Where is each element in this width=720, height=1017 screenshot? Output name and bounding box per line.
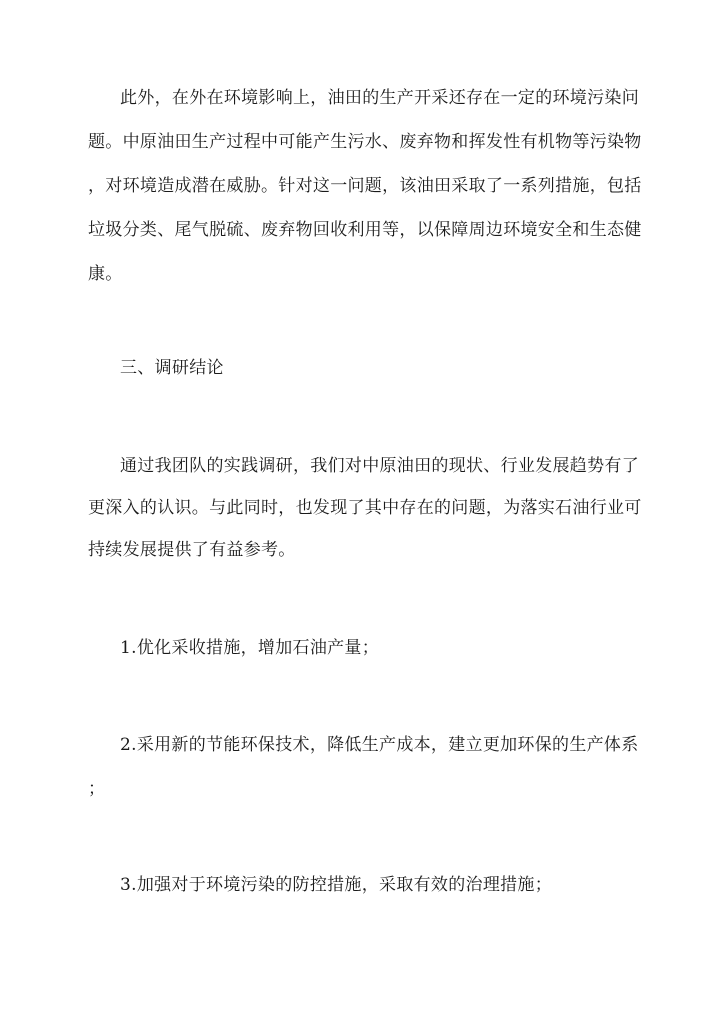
paragraph-line: 题。中原油田生产过程中可能产生污水、废弃物和挥发性有机物等污染物 — [88, 132, 642, 152]
paragraph-line: 更深入的认识。与此同时，也发现了其中存在的问题，为落实石油行业可 — [88, 498, 642, 518]
list-item-text: ； — [88, 779, 106, 799]
paragraph-line: 持续发展提供了有益参考。 — [88, 540, 296, 560]
list-item-text: 3.加强对于环境污染的防控措施，采取有效的治理措施； — [120, 875, 553, 895]
paragraph-line: 垃圾分类、尾气脱硫、废弃物回收利用等，以保障周边环境安全和生态健 — [88, 220, 642, 240]
paragraph-line: 通过我团队的实践调研，我们对中原油田的现状、行业发展趋势有了 — [120, 456, 639, 476]
list-item-text: 2.采用新的节能环保技术，降低生产成本，建立更加环保的生产体系 — [120, 735, 639, 755]
paragraph-line: 此外，在外在环境影响上，油田的生产开采还存在一定的环境污染问 — [120, 88, 639, 108]
paragraph-line: ，对环境造成潜在威胁。针对这一问题，该油田采取了一系列措施，包括 — [88, 176, 642, 196]
list-item-text: 1.优化采收措施，增加石油产量； — [120, 638, 380, 658]
paragraph-line: 康。 — [88, 264, 123, 284]
section-heading: 三、调研结论 — [120, 358, 224, 378]
